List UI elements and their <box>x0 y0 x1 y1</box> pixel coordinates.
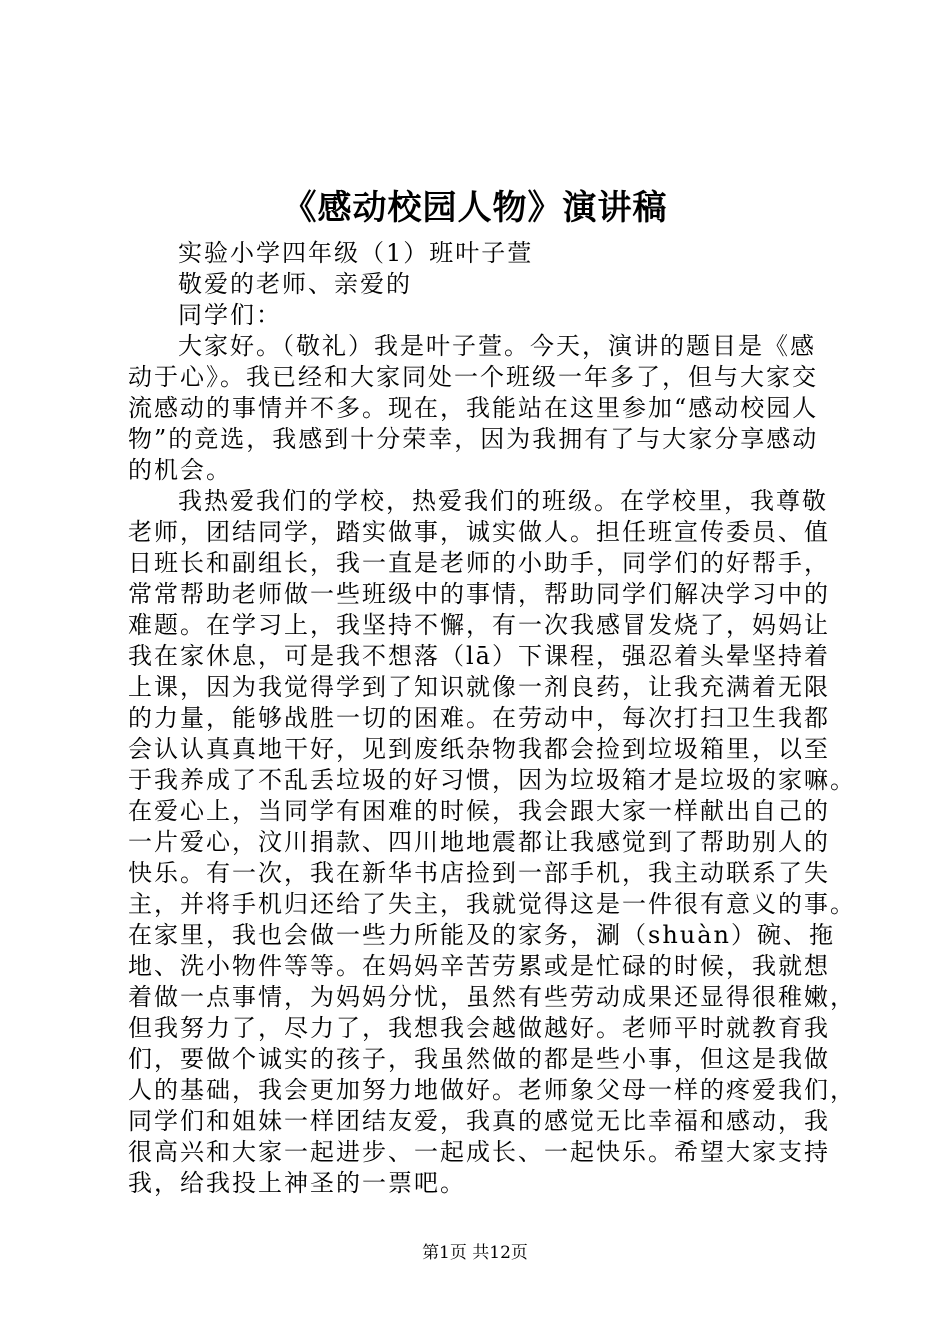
paragraph-line: 常常帮助老师做一些班级中的事情，帮助同学们解决学习中的 <box>128 580 830 608</box>
paragraph-line: 同学们和姐妹一样团结友爱，我真的感觉无比幸福和感动，我 <box>128 1107 830 1135</box>
paragraph-line: 于我养成了不乱丢垃圾的好习惯，因为垃圾箱才是垃圾的家嘛。 <box>128 766 856 794</box>
salutation-line: 同学们： <box>178 301 282 329</box>
paragraph-line: 老师，团结同学，踏实做事，诚实做人。担任班宣传委员、值 <box>128 518 830 546</box>
paragraph-line: 一片爱心，汶川捐款、四川地地震都让我感觉到了帮助别人的 <box>128 828 830 856</box>
paragraph-line: 人的基础，我会更加努力地做好。老师象父母一样的疼爱我们， <box>128 1076 856 1104</box>
page-footer: 第1页 共12页 <box>422 1243 528 1263</box>
paragraph-line: 着做一点事情，为妈妈分忧，虽然有些劳动成果还显得很稚嫩， <box>128 983 856 1011</box>
salutation-line: 敬爱的老师、亲爱的 <box>178 270 412 298</box>
author-line: 实验小学四年级（1）班叶子萱 <box>178 239 534 267</box>
paragraph-line: 我热爱我们的学校，热爱我们的班级。在学校里，我尊敬 <box>178 487 828 515</box>
paragraph-line: 上课，因为我觉得学到了知识就像一剂良药，让我充满着无限 <box>128 673 830 701</box>
paragraph-line: 我，给我投上神圣的一票吧。 <box>128 1169 466 1197</box>
paragraph-line: 主，并将手机归还给了失主，我就觉得这是一件很有意义的事。 <box>128 890 856 918</box>
paragraph-line: 动于心》。我已经和大家同处一个班级一年多了，但与大家交 <box>128 363 818 391</box>
document-body <box>128 238 856 1199</box>
paragraph-line: 日班长和副组长，我一直是老师的小助手，同学们的好帮手， <box>128 549 830 577</box>
paragraph-line: 在家里，我也会做一些力所能及的家务，涮（shuàn）碗、拖 <box>128 921 835 949</box>
document-title: 《感动校园人物》演讲稿 <box>282 188 668 228</box>
paragraph-line: 会认认真真地干好，见到废纸杂物我都会捡到垃圾箱里，以至 <box>128 735 830 763</box>
paragraph-line: 流感动的事情并不多。现在，我能站在这里参加“感动校园人 <box>128 394 819 422</box>
paragraph-line: 的力量，能够战胜一切的困难。在劳动中，每次打扫卫生我都 <box>128 704 830 732</box>
paragraph-line: 我在家休息，可是我不想落（lā）下课程，强忍着头晕坚持着 <box>128 642 830 670</box>
paragraph-line: 很高兴和大家一起进步、一起成长、一起快乐。希望大家支持 <box>128 1138 830 1166</box>
paragraph-line: 难题。在学习上，我坚持不懈，有一次我感冒发烧了，妈妈让 <box>128 611 830 639</box>
paragraph-line: 物”的竞选，我感到十分荣幸，因为我拥有了与大家分享感动 <box>128 425 819 453</box>
paragraph-line: 但我努力了，尽力了，我想我会越做越好。老师平时就教育我 <box>128 1014 830 1042</box>
paragraph-line: 们，要做个诚实的孩子，我虽然做的都是些小事，但这是我做 <box>128 1045 830 1073</box>
paragraph-line: 大家好。（敬礼）我是叶子萱。今天，演讲的题目是《感 <box>178 332 816 360</box>
paragraph-line: 在爱心上，当同学有困难的时候，我会跟大家一样献出自己的 <box>128 797 830 825</box>
paragraph-line: 的机会。 <box>128 456 232 484</box>
paragraph-line: 快乐。有一次，我在新华书店捡到一部手机，我主动联系了失 <box>128 859 830 887</box>
paragraph-line: 地、洗小物件等等。在妈妈辛苦劳累或是忙碌的时候，我就想 <box>128 952 830 980</box>
